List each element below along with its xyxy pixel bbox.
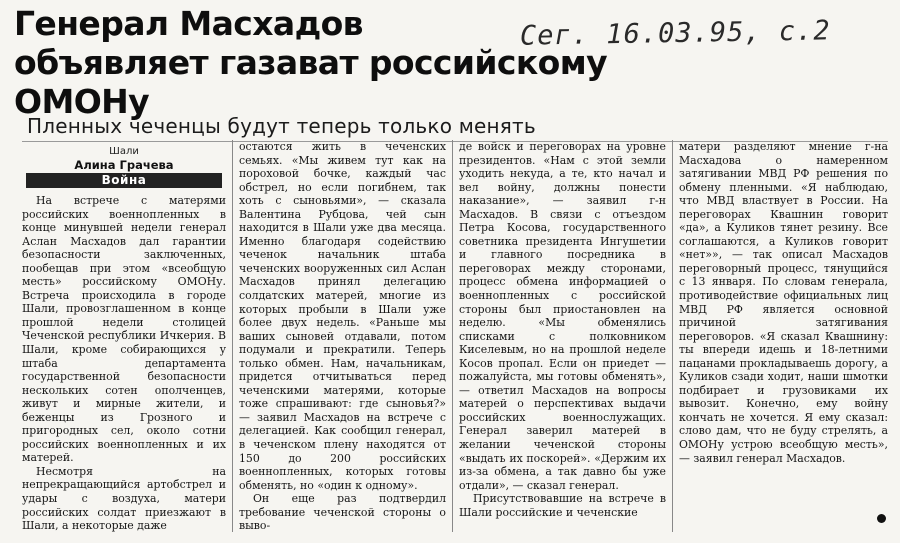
- paragraph: де войск и переговорах на уровне президентов. «Нам с этой земли уходить некуда, а те, кто начал и вел войну, должны понести наказание», — заявил г-н Масхадов. В связи с отъездом Петра Косова, государственного советника президента Ингушетии и главного посредника в переговорах между сторонами, процесс обмена информацией о военнопленных с российской стороны был приостановлен на неделю. «Мы обменялись списками с полковником Киселевым, но на прошлой неделе Косов пропал. Если он приедет — пожалуйста, мы готовы обменять», — ответил Масхадов на вопросы матерей о перспективах выдачи российских военнослужащих. Генерал заверил матерей в желании чеченской стороны «выдать их поскорей». «Держим их из-за обмена, а так давно бы уже отдали», — сказал генерал.: [459, 140, 666, 492]
- article-column-3: [452, 140, 666, 532]
- paragraph: остаются жить в чеченских семьях. «Мы живем тут как на пороховой бочке, каждый час обстрел, но если погибнем, так хоть с сыновьями», — сказала Валентина Рубцова, чей сын находится в Шали уже два месяца. Именно благодаря содействию чеченок начальник штаба чеченских вооруженных сил Аслан Масхадов принял делегацию солдатских матерей, многие из которых пробыли в Шали уже более двух недель. «Раньше мы ваших сыновей отдавали, потом подумали и прекратили. Теперь только обмен. Нам, начальникам, придется отчитываться перед чеченскими матерями, которые тоже спрашивают: где сыновья?» — заявил Масхадов на встрече с делегацией. Как сообщил генерал, в чеченском плену находятся от 150 до 200 российских военнопленных, которых готовы обменять, но «один к одному».: [239, 140, 446, 492]
- byline-author: Алина Грачева: [74, 158, 174, 172]
- article-column-2: [232, 140, 446, 532]
- paragraph: Присутствовавшие на встрече в Шали российские и чеченские: [459, 492, 666, 519]
- subheadline: Пленных чеченцы будут теперь только менять: [27, 114, 536, 138]
- headline-line-2: объявляет газават российскому ОМОНу: [14, 43, 608, 121]
- rubric-label: Война: [26, 173, 222, 188]
- article-column-4: [672, 140, 888, 532]
- paragraph: Несмотря на непрекращающийся артобстрел и удары с воздуха, матери российских солдат приезжают в Шали, а некоторые даже: [22, 464, 226, 532]
- handwritten-note: Сег. 16.03.95, с.2: [519, 15, 831, 52]
- article-column-1: [22, 146, 226, 532]
- byline-place: Шали: [109, 146, 139, 157]
- end-of-article-bullet-icon: [877, 514, 886, 523]
- paragraph: матери разделяют мнение г-на Масхадова о намеренном затягивании МВД РФ решения по обмену пленными. «Я наблюдаю, что МВД властвует в России. На переговорах Квашнин говорит «да», а Куликов тянет резину. Все соглашаются, а Куликов говорит «нет»», — так описал Масхадов переговорный процесс, тянущийся с 13 января. По словам генерала, противодействие официальных лиц МВД РФ является основной причиной затягивания переговоров. «Я сказал Квашнину: ты впереди идешь и 18-летними пацанами прокладываешь дорогу, а Куликов сзади ходит, наши шмотки подбирает и грузовиками их вывозит. Конечно, ему войну кончать не хочется. Я ему сказал: слово дам, что не буду стрелять, а ОМОНу устрою всеобщую месть», — заявил генерал Масхадов.: [679, 140, 888, 465]
- byline-spacer: [22, 146, 226, 194]
- headline-line-1: Генерал Масхадов: [14, 4, 363, 43]
- paragraph: На встрече с матерями российских военнопленных в конце минувшей недели генерал Аслан Масхадов дал гарантии безопасности заключенных, пообещав при этом «всеобщую месть» российскому ОМОНу. Встреча происходила в городе Шали, провозглашенном в конце прошлой недели столицей Чеченской республики Ичкерия. В Шали, кроме собирающихся у штаба департамента государственной безопасности нескольких сотен ополченцев, живут и мирные жители, и беженцы из Грозного и пригородных сел, около сотни российских военнопленных и их матерей.: [22, 194, 226, 465]
- paragraph: Он еще раз подтвердил требование чеченской стороны о выво-: [239, 492, 446, 532]
